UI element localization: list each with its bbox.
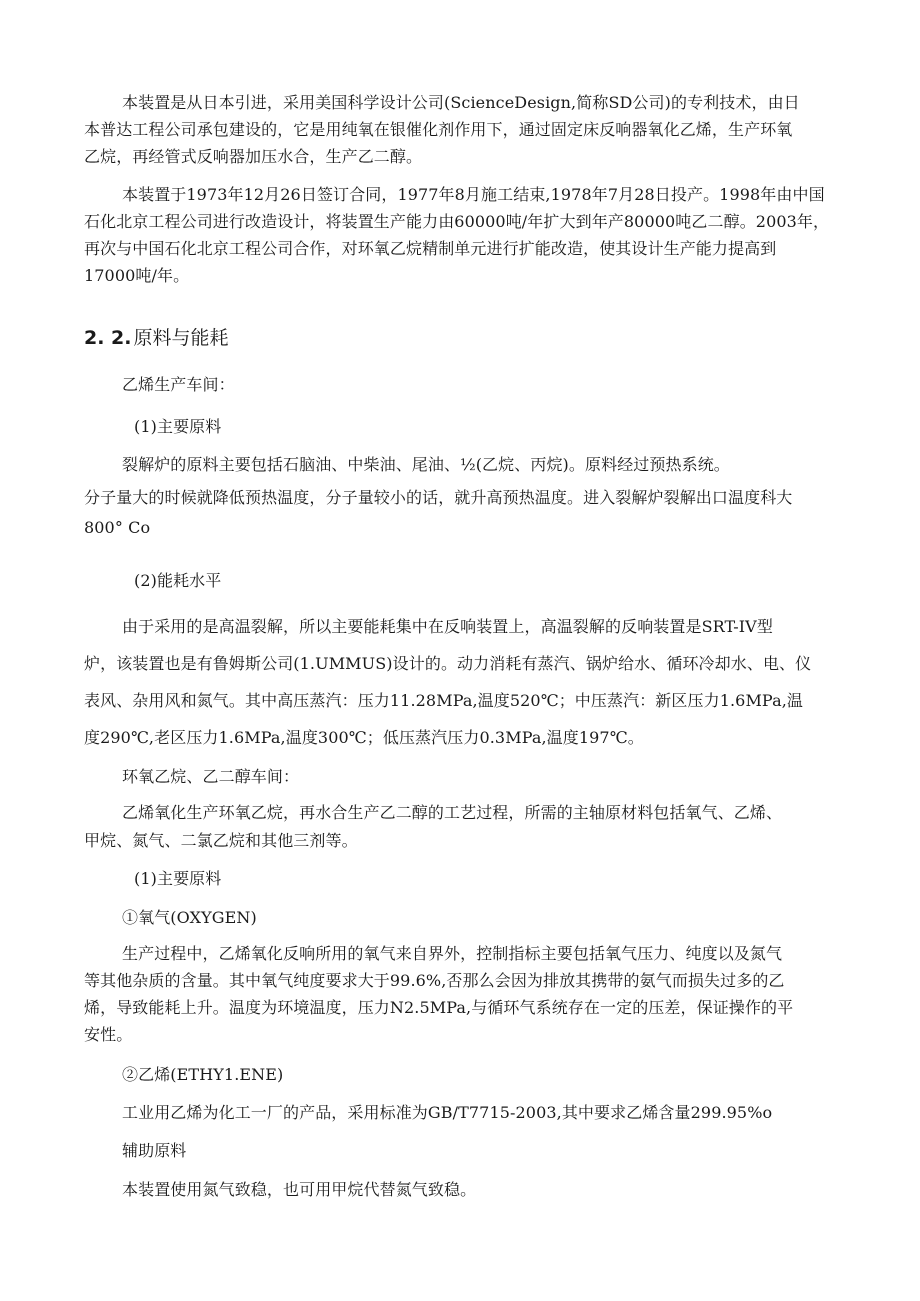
text-line: 辅助原料 [122, 1141, 187, 1160]
text-line: 甲烷、氮气、二氯乙烷和其他三剂等。 [84, 831, 358, 850]
text-line: 等其他杂质的含量。其中氧气纯度要求大于99.6%,否那么会因为排放其携带的氨气而损失过多的乙 [84, 971, 785, 990]
text-line: (1)主要原料 [134, 869, 222, 888]
text-line: 本装置于1973年12月26日签订合同，1977年8月施工结束,1978年7月28日投产。1998年由中国 [122, 185, 825, 204]
text-line: (2)能耗水平 [134, 571, 222, 590]
text-line: ②乙烯(ETHY1.ENE) [122, 1065, 284, 1084]
text-line: 石化北京工程公司进行改造设计，将装置生产能力由60000吨/年扩大到年产80000吨乙二醇。2003年， [84, 212, 830, 231]
text-line: 裂解炉的原料主要包括石脑油、中柴油、尾油、½(乙烷、丙烷)。原料经过预热系统。 [122, 455, 730, 474]
section-title: 原料与能耗 [133, 327, 229, 349]
text-line: 安性。 [84, 1025, 133, 1044]
text-line: ①氧气(OXYGEN) [122, 908, 257, 927]
text-line: 工业用乙烯为化工一厂的产品，采用标准为GB/T7715-2003,其中要求乙烯含量299.95%o [122, 1103, 773, 1122]
text-line: 本装置是从日本引进，采用美国科学设计公司(ScienceDesign,简称SD公司)的专利技术，由日 [122, 93, 800, 112]
text-line: 生产过程中，乙烯氧化反响所用的氧气来自界外，控制指标主要包括氧气压力、纯度以及氮气 [122, 944, 783, 963]
text-line: 乙烷，再经管式反响器加压水合，生产乙二醇。 [84, 147, 423, 166]
section-number: 2. 2. [84, 327, 132, 349]
text-line: 再次与中国石化北京工程公司合作，对环氧乙烷精制单元进行扩能改造，使其设计生产能力提高到 [84, 239, 777, 258]
text-line: 炉，该装置也是有鲁姆斯公司(1.UMMUS)设计的。动力消耗有蒸汽、锅炉给水、循环冷却水、电、仪 [84, 654, 812, 673]
text-line: (1)主要原料 [134, 417, 222, 436]
text-line: 800° Co [84, 518, 151, 537]
text-line: 本装置使用氮气致稳，也可用甲烷代替氮气致稳。 [122, 1180, 477, 1199]
text-line: 烯，导致能耗上升。温度为环境温度，压力N2.5MPa,与循环气系统存在一定的压差，保证操作的平 [84, 998, 794, 1017]
text-line: 乙烯生产车间： [122, 375, 235, 394]
text-line: 度290℃,老区压力1.6MPa,温度300℃；低压蒸汽压力0.3MPa,温度197℃。 [84, 728, 644, 747]
text-line: 环氧乙烷、乙二醇车间： [122, 767, 300, 786]
text-line: 表风、杂用风和氮气。其中高压蒸汽：压力11.28MPa,温度520℃；中压蒸汽：新区压力1.6MPa,温 [84, 691, 803, 710]
section-heading [84, 323, 229, 350]
text-line: 17000吨/年。 [84, 266, 190, 285]
text-line: 本普达工程公司承包建设的，它是用纯氧在银催化剂作用下，通过固定床反响器氧化乙烯，生产环氧 [84, 120, 793, 139]
text-line: 分子量大的时候就降低预热温度，分子量较小的话，就升高预热温度。进入裂解炉裂解出口温度科大 [84, 488, 793, 507]
text-line: 乙烯氧化生产环氧乙烷，再水合生产乙二醇的工艺过程，所需的主轴原材料包括氧气、乙烯、 [122, 803, 783, 822]
text-line: 由于采用的是高温裂解，所以主要能耗集中在反响装置上，高温裂解的反响装置是SRT-IV型 [122, 617, 773, 636]
